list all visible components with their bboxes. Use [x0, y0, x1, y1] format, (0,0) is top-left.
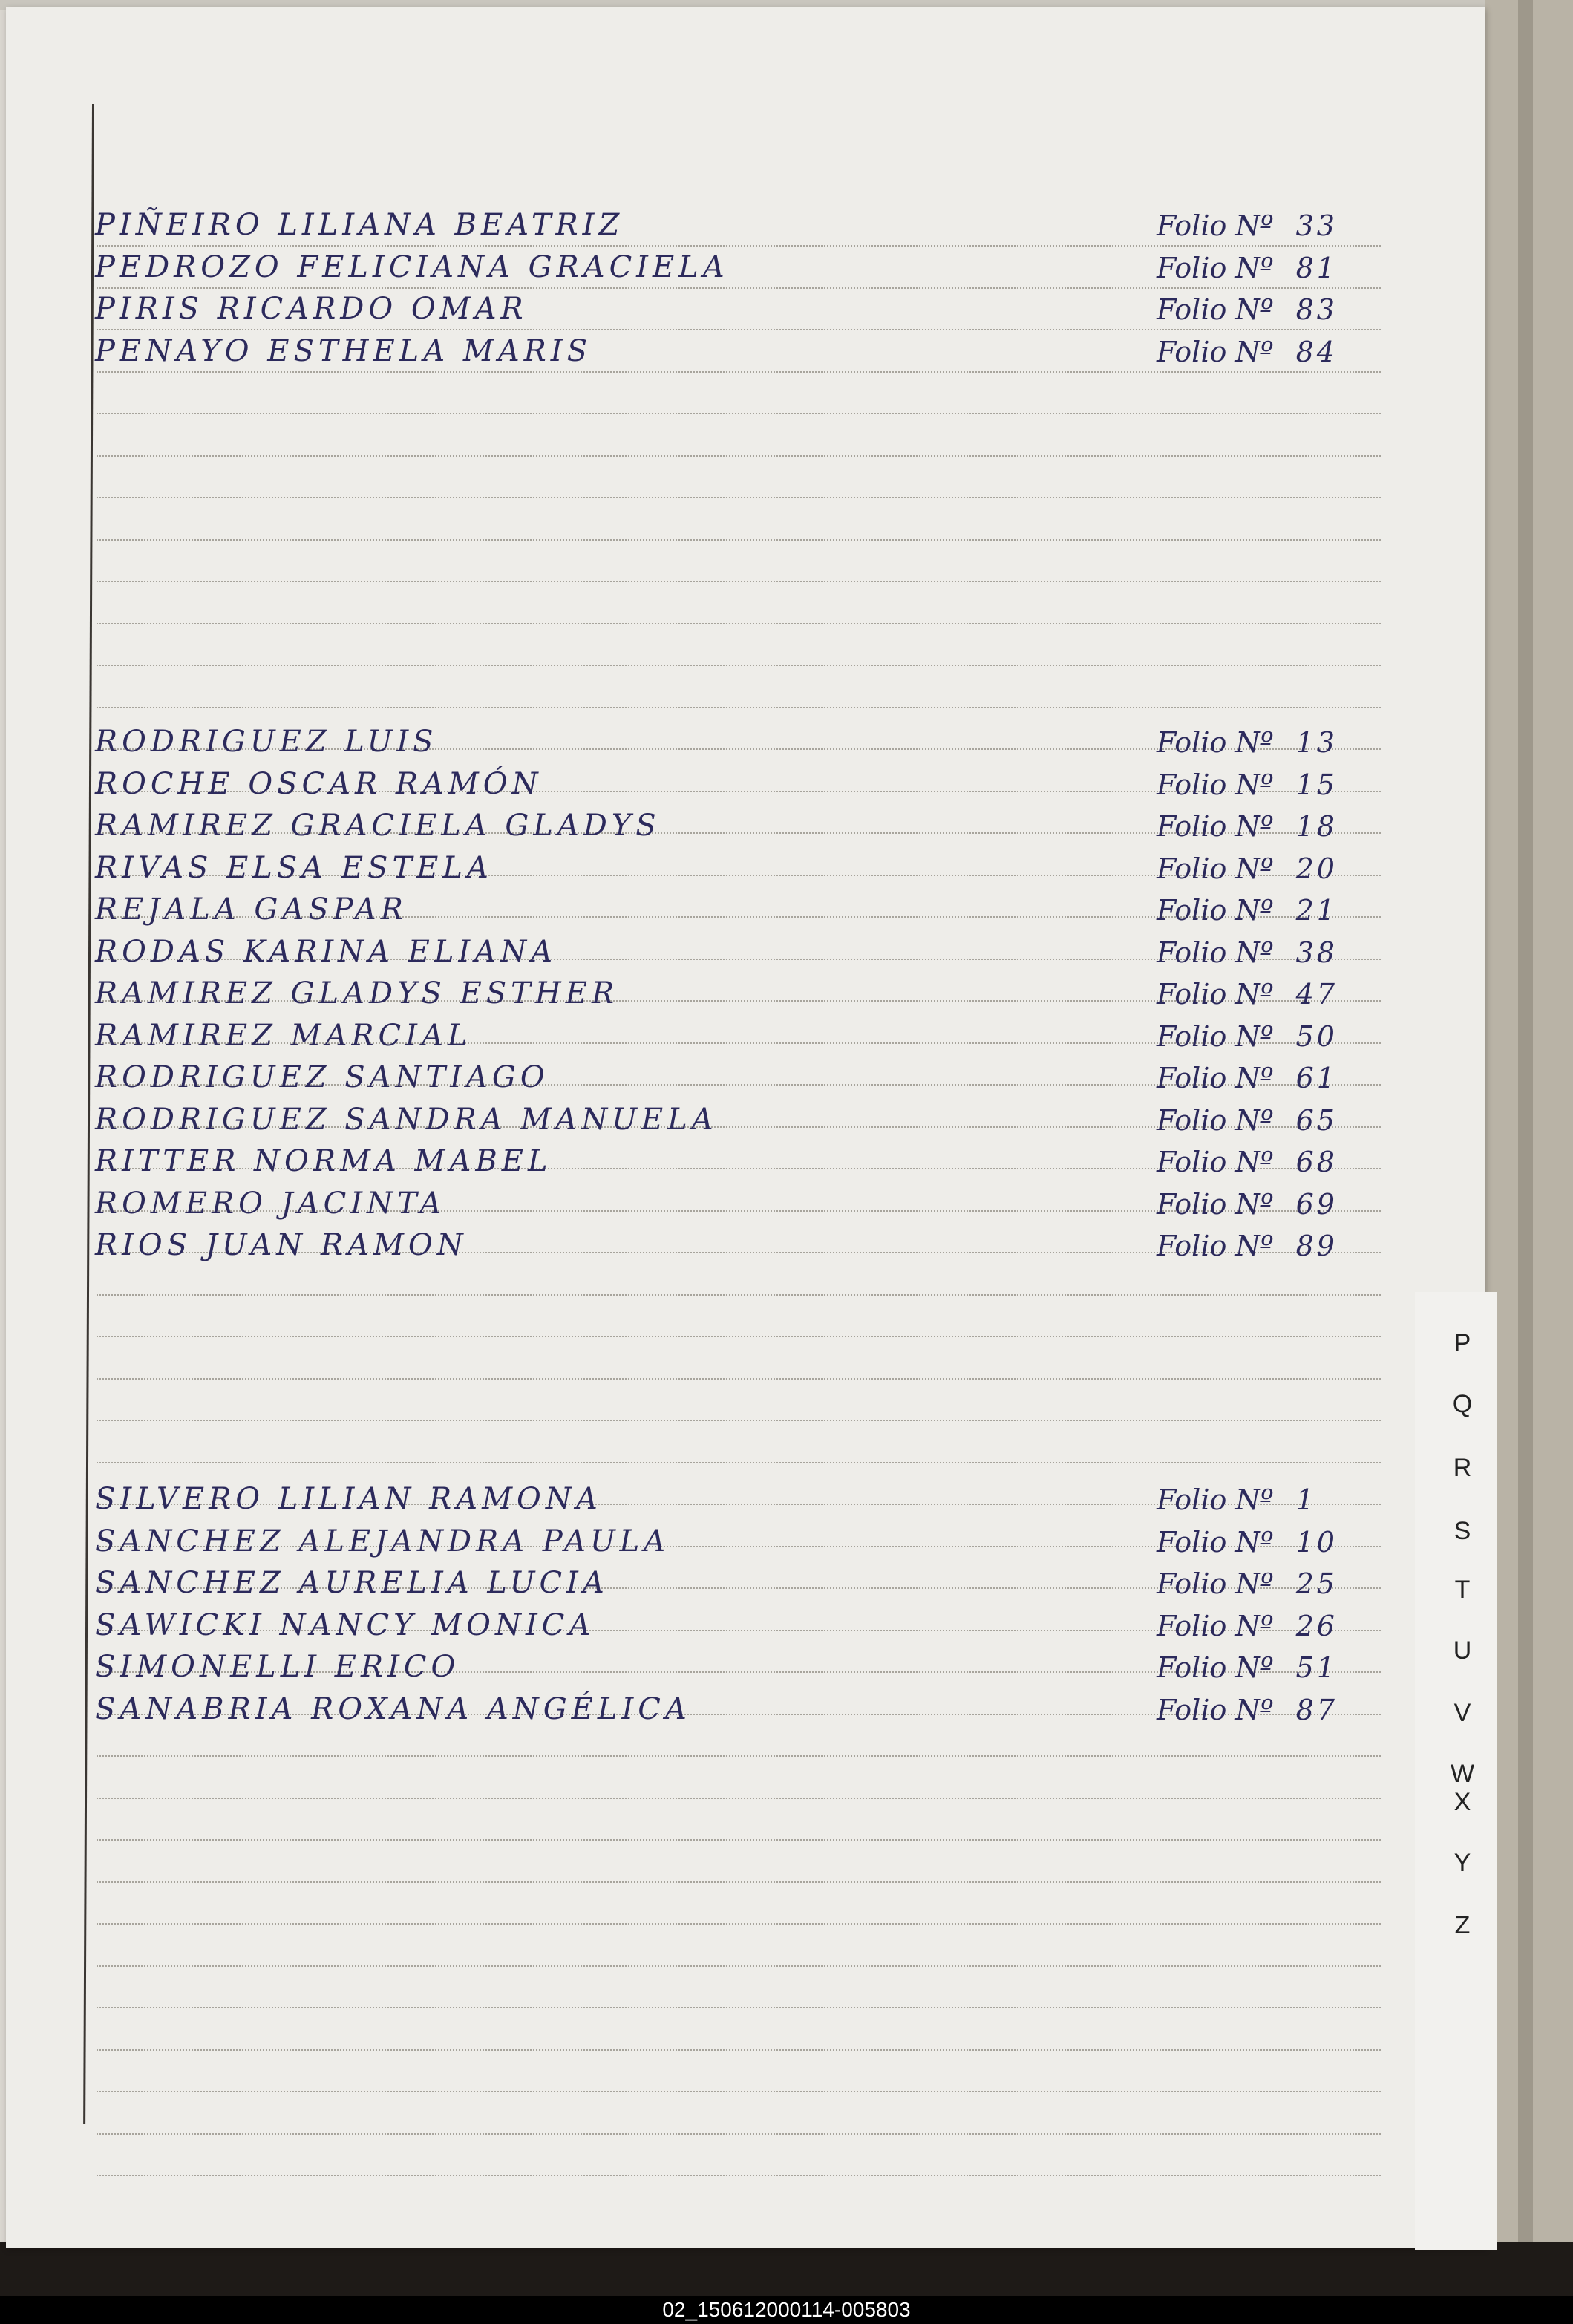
folio-number: 51 — [1295, 1651, 1338, 1684]
entry-name: RIVAS ELSA ESTELA — [95, 850, 493, 885]
folio-number: 20 — [1295, 852, 1338, 885]
entry-name: RODRIGUEZ SANTIAGO — [95, 1060, 549, 1094]
entry-name: SIMONELLI ERICO — [95, 1650, 460, 1684]
index-letter-x[interactable]: X — [1453, 1788, 1471, 1816]
entry-name: RAMIREZ MARCIAL — [95, 1018, 472, 1053]
index-entry — [95, 763, 1402, 804]
folio-number: 13 — [1295, 726, 1338, 759]
ruled-line — [97, 1462, 1381, 1463]
entry-folio — [1157, 1020, 1402, 1053]
index-letter-r[interactable]: R — [1453, 1454, 1472, 1482]
entry-folio — [1157, 852, 1402, 885]
index-letter-w[interactable]: W — [1450, 1760, 1475, 1788]
ruled-line — [97, 1336, 1381, 1337]
folio-label: Folio Nº — [1157, 335, 1274, 368]
ruled-line — [97, 2133, 1381, 2135]
index-letter-y[interactable]: Y — [1453, 1849, 1471, 1877]
folio-number: 25 — [1295, 1567, 1338, 1600]
ruled-line — [97, 455, 1381, 457]
folio-number: 47 — [1295, 978, 1338, 1011]
entry-name: RAMIREZ GLADYS ESTHER — [95, 976, 619, 1011]
folio-label: Folio Nº — [1157, 894, 1274, 927]
folio-number: 61 — [1295, 1062, 1338, 1094]
ruled-line — [97, 2091, 1381, 2092]
index-entry — [95, 246, 1402, 287]
ruled-line — [97, 1798, 1381, 1799]
entry-folio — [1157, 1610, 1402, 1642]
index-entry — [95, 888, 1402, 930]
folio-number: 87 — [1295, 1693, 1338, 1726]
entry-folio — [1157, 1567, 1402, 1600]
folio-label: Folio Nº — [1157, 726, 1274, 759]
entry-name: PIRIS RICARDO OMAR — [95, 292, 528, 326]
index-entry — [95, 1520, 1402, 1561]
index-entry — [95, 1645, 1402, 1687]
entry-folio — [1157, 1526, 1402, 1558]
entry-name: PIÑEIRO LILIANA BEATRIZ — [95, 208, 624, 242]
entry-folio — [1157, 1062, 1402, 1094]
entry-folio — [1157, 1146, 1402, 1178]
entry-name: RODRIGUEZ SANDRA MANUELA — [95, 1102, 718, 1137]
folio-label: Folio Nº — [1157, 1146, 1274, 1178]
index-entry — [95, 1604, 1402, 1645]
ruled-line — [97, 1839, 1381, 1841]
entry-name: RITTER NORMA MABEL — [95, 1144, 552, 1178]
ruled-line — [97, 1965, 1381, 1967]
entry-folio — [1157, 978, 1402, 1011]
index-entry — [95, 930, 1402, 972]
folio-label: Folio Nº — [1157, 1567, 1274, 1600]
folio-label: Folio Nº — [1157, 1609, 1274, 1642]
folio-label: Folio Nº — [1157, 209, 1274, 242]
folio-number: 83 — [1295, 293, 1338, 326]
folio-label: Folio Nº — [1157, 1230, 1274, 1262]
folio-number: 84 — [1295, 335, 1338, 368]
index-entry — [95, 1140, 1402, 1181]
ruled-line — [97, 2007, 1381, 2008]
ruled-line — [97, 539, 1381, 541]
ruled-line — [97, 371, 1381, 373]
folio-number: 26 — [1295, 1609, 1338, 1642]
ruled-line — [97, 707, 1381, 708]
folio-number: 69 — [1295, 1187, 1338, 1221]
index-entry — [95, 972, 1402, 1014]
entry-name: REJALA GASPAR — [95, 892, 408, 927]
folio-label: Folio Nº — [1157, 1019, 1274, 1053]
folio-label: Folio Nº — [1157, 1525, 1274, 1558]
index-letter-t[interactable]: T — [1454, 1576, 1471, 1604]
ruled-line — [97, 1294, 1381, 1296]
folio-label: Folio Nº — [1157, 852, 1274, 885]
ruled-line — [97, 581, 1381, 582]
index-entry — [95, 1182, 1402, 1224]
index-entry — [95, 203, 1402, 245]
index-letter-z[interactable]: Z — [1454, 1911, 1471, 1939]
folio-number: 38 — [1295, 936, 1338, 969]
folio-number: 18 — [1295, 810, 1338, 843]
index-entry — [95, 1561, 1402, 1603]
folio-number: 1 — [1295, 1483, 1317, 1516]
ruled-line — [97, 1420, 1381, 1421]
entry-name: RODAS KARINA ELIANA — [95, 934, 557, 969]
entry-name: SANCHEZ ALEJANDRA PAULA — [95, 1524, 670, 1558]
index-entry — [95, 1014, 1402, 1056]
entry-folio — [1157, 252, 1402, 284]
entry-folio — [1157, 810, 1402, 843]
ruled-line — [97, 497, 1381, 498]
folio-label: Folio Nº — [1157, 1483, 1274, 1516]
index-letter-q[interactable]: Q — [1452, 1390, 1473, 1418]
index-entry — [95, 804, 1402, 846]
entry-name: SANCHEZ AURELIA LUCIA — [95, 1566, 609, 1600]
folio-label: Folio Nº — [1157, 1062, 1274, 1094]
entry-folio — [1157, 936, 1402, 969]
folio-number: 89 — [1295, 1230, 1338, 1262]
folio-number: 65 — [1295, 1103, 1338, 1137]
index-entry — [95, 1056, 1402, 1097]
index-entry — [95, 287, 1402, 329]
folio-label: Folio Nº — [1157, 1187, 1274, 1221]
folio-label: Folio Nº — [1157, 978, 1274, 1011]
index-entry — [95, 720, 1402, 762]
page-label: 02_150612000114-005803 — [662, 2298, 911, 2321]
ruled-line — [97, 413, 1381, 414]
index-entry — [95, 1688, 1402, 1729]
index-letter-v[interactable]: V — [1453, 1699, 1471, 1727]
entry-folio — [1157, 1483, 1402, 1516]
folio-label: Folio Nº — [1157, 936, 1274, 969]
entry-name: SILVERO LILIAN RAMONA — [95, 1482, 602, 1516]
folio-number: 68 — [1295, 1146, 1338, 1178]
index-entry — [95, 1224, 1402, 1265]
folio-number: 50 — [1295, 1019, 1338, 1053]
entry-name: RAMIREZ GRACIELA GLADYS — [95, 809, 661, 843]
entry-name: ROMERO JACINTA — [95, 1186, 446, 1221]
ruled-line — [97, 1755, 1381, 1757]
binder-spine — [1518, 0, 1533, 2265]
folio-number: 33 — [1295, 209, 1338, 242]
entry-name: RIOS JUAN RAMON — [95, 1228, 468, 1262]
index-letter-u[interactable]: U — [1453, 1636, 1472, 1665]
entry-name: RODRIGUEZ LUIS — [95, 725, 438, 759]
entry-name: SANABRIA ROXANA ANGÉLICA — [95, 1691, 691, 1726]
entry-folio — [1157, 1651, 1402, 1684]
folio-label: Folio Nº — [1157, 810, 1274, 843]
folio-number: 15 — [1295, 768, 1338, 801]
index-letter-p[interactable]: P — [1453, 1329, 1471, 1357]
entry-name: PENAYO ESTHELA MARIS — [95, 333, 592, 368]
entry-name: PEDROZO FELICIANA GRACIELA — [95, 249, 729, 284]
ruled-line — [97, 2049, 1381, 2051]
entry-name: ROCHE OSCAR RAMÓN — [95, 766, 543, 801]
index-entry — [95, 1478, 1402, 1519]
entry-folio — [1157, 336, 1402, 368]
folio-number: 21 — [1295, 894, 1338, 927]
entry-name: SAWICKI NANCY MONICA — [95, 1607, 595, 1642]
index-letter-s[interactable]: S — [1453, 1517, 1471, 1545]
ruled-line — [97, 1378, 1381, 1380]
ruled-line — [97, 665, 1381, 666]
index-entry — [95, 846, 1402, 888]
index-entry — [95, 330, 1402, 371]
entry-folio — [1157, 1104, 1402, 1137]
ruled-line — [97, 2175, 1381, 2176]
folio-label: Folio Nº — [1157, 251, 1274, 284]
entry-folio — [1157, 209, 1402, 242]
index-entry — [95, 1098, 1402, 1140]
folio-label: Folio Nº — [1157, 1693, 1274, 1726]
entry-folio — [1157, 1694, 1402, 1726]
entry-folio — [1157, 768, 1402, 801]
folio-label: Folio Nº — [1157, 1651, 1274, 1684]
ruled-line — [97, 623, 1381, 624]
entry-folio — [1157, 1230, 1402, 1262]
ruled-line — [97, 1923, 1381, 1925]
entry-folio — [1157, 293, 1402, 326]
folio-label: Folio Nº — [1157, 293, 1274, 326]
folio-number: 81 — [1295, 251, 1338, 284]
entry-folio — [1157, 726, 1402, 759]
entry-folio — [1157, 894, 1402, 927]
ruled-line — [97, 1881, 1381, 1883]
folio-label: Folio Nº — [1157, 1103, 1274, 1137]
folio-number: 10 — [1295, 1525, 1338, 1558]
folio-label: Folio Nº — [1157, 768, 1274, 801]
entry-folio — [1157, 1188, 1402, 1221]
